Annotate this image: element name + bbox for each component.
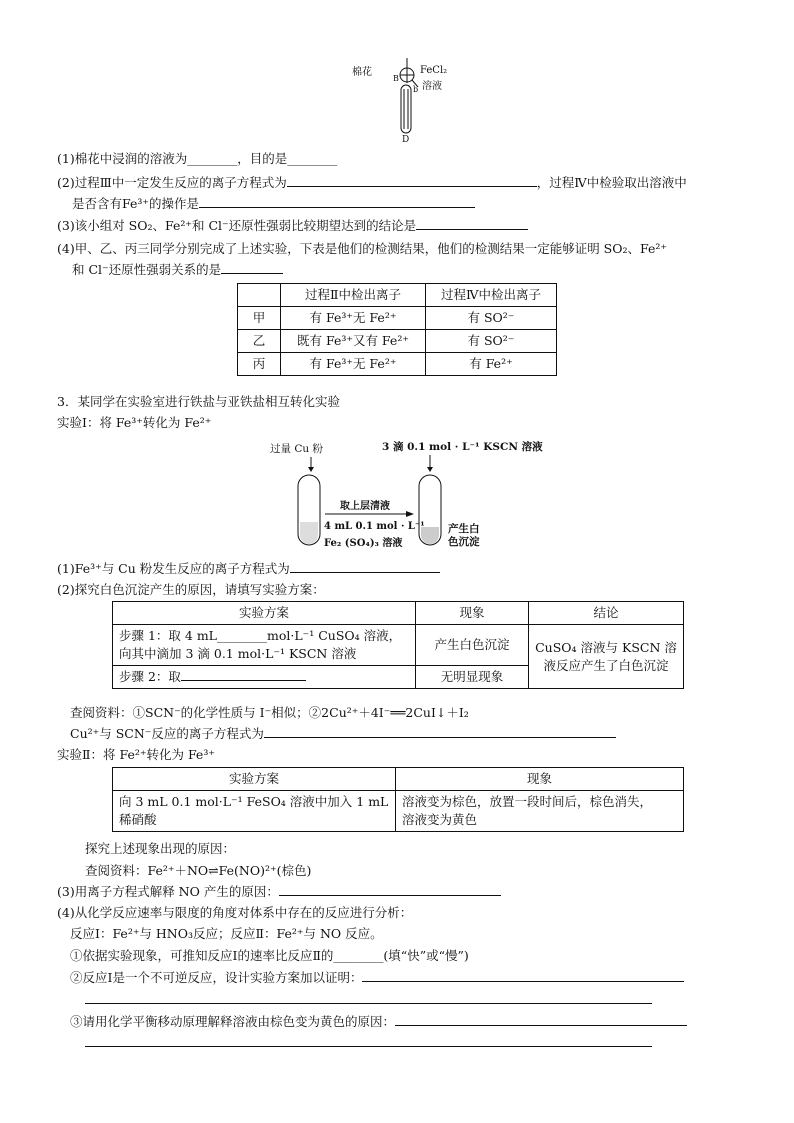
sub2-text: ②反应Ⅰ是一个不可逆反应，设计实验方案加以证明： — [70, 970, 363, 985]
table-header-cell: 实验方案 — [113, 602, 416, 625]
q3-cu-scn — [70, 725, 616, 742]
table-row — [113, 625, 684, 666]
q3-part4-sub3 — [70, 1013, 687, 1030]
table-header-cell: 现象 — [396, 768, 684, 791]
reference-info-2: 查阅资料：Fe²⁺＋NO⇌Fe(NO)²⁺(棕色) — [85, 863, 312, 878]
experiment-1-heading: 实验Ⅰ：将 Fe³⁺转化为 Fe²⁺ — [57, 415, 212, 430]
arrow-label: 取上层清液 — [340, 501, 390, 512]
experiment-2-table — [112, 767, 684, 832]
q2-part1: (1)棉花中浸润的溶液为________，目的是________ — [57, 151, 338, 166]
q3-part4-sub1: ①依据实验现象，可推知反应Ⅰ的速率比反应Ⅱ的________(填“快”或“慢”) — [70, 948, 469, 963]
plan-line2: 稀硝酸 — [119, 812, 157, 827]
table-cell: 有 Fe³⁺无 Fe²⁺ — [281, 307, 426, 330]
observation-line1: 溶液变为棕色，放置一段时间后，棕色消失， — [402, 794, 653, 809]
table-row — [238, 353, 557, 376]
q3-part3 — [57, 883, 501, 900]
table-cell — [529, 625, 684, 689]
label-b-upper: B — [393, 74, 399, 83]
table-row — [238, 307, 557, 330]
table-header-cell: 实验方案 — [113, 768, 396, 791]
table-cell: 既有 Fe³⁺又有 Fe²⁺ — [281, 330, 426, 353]
detection-results-table — [237, 283, 557, 376]
table-header-cell: 结论 — [529, 602, 684, 625]
table-header-cell — [238, 284, 281, 307]
answer-blank[interactable] — [199, 195, 475, 208]
q3-title: 3．某同学在实验室进行铁盐与亚铁盐相互转化实验 — [57, 394, 340, 409]
experiment-2-heading: 实验Ⅱ：将 Fe²⁺转化为 Fe³⁺ — [57, 747, 215, 762]
table-header-cell: 过程Ⅱ中检出离子 — [281, 284, 426, 307]
table-cell: 无明显现象 — [416, 666, 529, 689]
cu-scn-text: Cu²⁺与 SCN⁻反应的离子方程式为 — [70, 726, 264, 741]
table-header-row — [113, 768, 684, 791]
q2-part4-line2 — [72, 261, 283, 278]
step2-text: 步骤 2：取 — [119, 669, 181, 684]
reagent-label: FeCl₂ — [420, 65, 448, 76]
table-cell: 有 Fe²⁺ — [425, 353, 556, 376]
plan-line1: 向 3 mL 0.1 mol·L⁻¹ FeSO₄ 溶液中加入 1 mL — [119, 794, 389, 809]
table-cell — [113, 666, 416, 689]
q3-part3-text: (3)用离子方程式解释 NO 产生的原因： — [57, 884, 279, 899]
apparatus-figure-2 — [270, 437, 560, 552]
solution-label-1: 4 mL 0.1 mol · L⁻¹ — [324, 521, 425, 532]
answer-line[interactable] — [85, 1003, 652, 1004]
q2-part2-text-c: 是否含有Fe³⁺的操作是 — [72, 196, 199, 211]
table-cell — [396, 791, 684, 832]
q2-part4-text: 和 Cl⁻还原性强弱关系的是 — [72, 262, 222, 277]
conclusion-line2: 液反应产生了白色沉淀 — [543, 657, 669, 673]
q2-part3-text: (3)该小组对 SO₂、Fe²⁺和 Cl⁻还原性强弱比较期望达到的结论是 — [57, 218, 417, 233]
kscn-label: 3 滴 0.1 mol · L⁻¹ KSCN 溶液 — [382, 441, 543, 453]
q3-part1 — [57, 560, 440, 577]
answer-blank[interactable] — [362, 969, 684, 982]
q2-part4-line1: (4)甲、乙、丙三同学分别完成了上述实验，下表是他们的检测结果，他们的检测结果一定能够证明 SO₂、Fe²⁺ — [57, 241, 667, 256]
q2-part2-text-b: ，过程Ⅳ中检验取出溶液中 — [536, 175, 687, 190]
table-cell: 乙 — [238, 330, 281, 353]
q3-part2: (2)探究白色沉淀产生的原因，请填写实验方案： — [57, 582, 325, 597]
table-row — [113, 791, 684, 832]
answer-blank[interactable] — [287, 174, 537, 187]
reactions-text: 反应Ⅰ：Fe²⁺与 HNO₃反应；反应Ⅱ：Fe²⁺与 NO 反应。 — [70, 926, 383, 941]
answer-blank[interactable] — [221, 261, 283, 274]
table-header-cell: 现象 — [416, 602, 529, 625]
q3-part4: (4)从化学反应速率与限度的角度对体系中存在的反应进行分析： — [57, 905, 413, 920]
table-cell: 有 SO²⁻ — [425, 307, 556, 330]
table-cell: 甲 — [238, 307, 281, 330]
explore-heading: 探究上述现象出现的原因： — [85, 841, 236, 856]
q2-part2-text-a: (2)过程Ⅲ中一定发生反应的离子方程式为 — [57, 175, 287, 190]
solution-label: 溶液 — [422, 81, 442, 92]
experiment-plan-table — [112, 601, 684, 689]
sub3-text: ③请用化学平衡移动原理解释溶液由棕色变为黄色的原因： — [70, 1014, 396, 1029]
table-cell — [113, 625, 416, 666]
table-header-row — [113, 602, 684, 625]
q2-part2-line1 — [57, 174, 687, 191]
answer-blank[interactable] — [279, 883, 501, 896]
precipitate-label-1: 产生白 — [448, 523, 480, 535]
q2-part3 — [57, 217, 528, 234]
q3-part1-text: (1)Fe³⁺与 Cu 粉发生反应的离子方程式为 — [57, 561, 290, 576]
solution-label-2: Fe₂ (SO₄)₃ 溶液 — [324, 538, 403, 549]
label-b-lower: b — [413, 85, 419, 94]
table-cell: 丙 — [238, 353, 281, 376]
answer-line[interactable] — [85, 1046, 652, 1047]
cu-powder-label: 过量 Cu 粉 — [270, 443, 323, 455]
step1-line1: 步骤 1：取 4 mL________mol·L⁻¹ CuSO₄ 溶液， — [119, 628, 402, 643]
q3-part4-sub2 — [70, 969, 684, 986]
reference-info-1: 查阅资料：①SCN⁻的化学性质与 I⁻相似；②2Cu²⁺＋4I⁻══2CuI↓＋I₂ — [70, 705, 469, 720]
answer-blank[interactable] — [181, 668, 306, 681]
apparatus-figure-1 — [352, 55, 460, 150]
observation-line2: 溶液变为黄色 — [402, 812, 478, 827]
table-cell: 有 Fe³⁺无 Fe²⁺ — [281, 353, 426, 376]
cotton-label: 棉花 — [352, 67, 372, 78]
table-cell: 产生白色沉淀 — [416, 625, 529, 666]
table-header-cell: 过程Ⅳ中检出离子 — [425, 284, 556, 307]
conclusion-line1: CuSO₄ 溶液与 KSCN 溶 — [535, 639, 677, 655]
table-cell — [113, 791, 396, 832]
label-d: D — [402, 135, 410, 145]
table-header-row — [238, 284, 557, 307]
answer-blank[interactable] — [395, 1013, 687, 1026]
step1-line2: 向其中滴加 3 滴 0.1 mol·L⁻¹ KSCN 溶液 — [119, 646, 357, 661]
answer-blank[interactable] — [264, 725, 616, 738]
q2-part2-line2 — [72, 195, 475, 212]
table-row — [238, 330, 557, 353]
table-cell: 有 SO²⁻ — [425, 330, 556, 353]
precipitate-label-2: 色沉淀 — [448, 536, 480, 548]
answer-blank[interactable] — [290, 560, 440, 573]
answer-blank[interactable] — [416, 217, 528, 230]
